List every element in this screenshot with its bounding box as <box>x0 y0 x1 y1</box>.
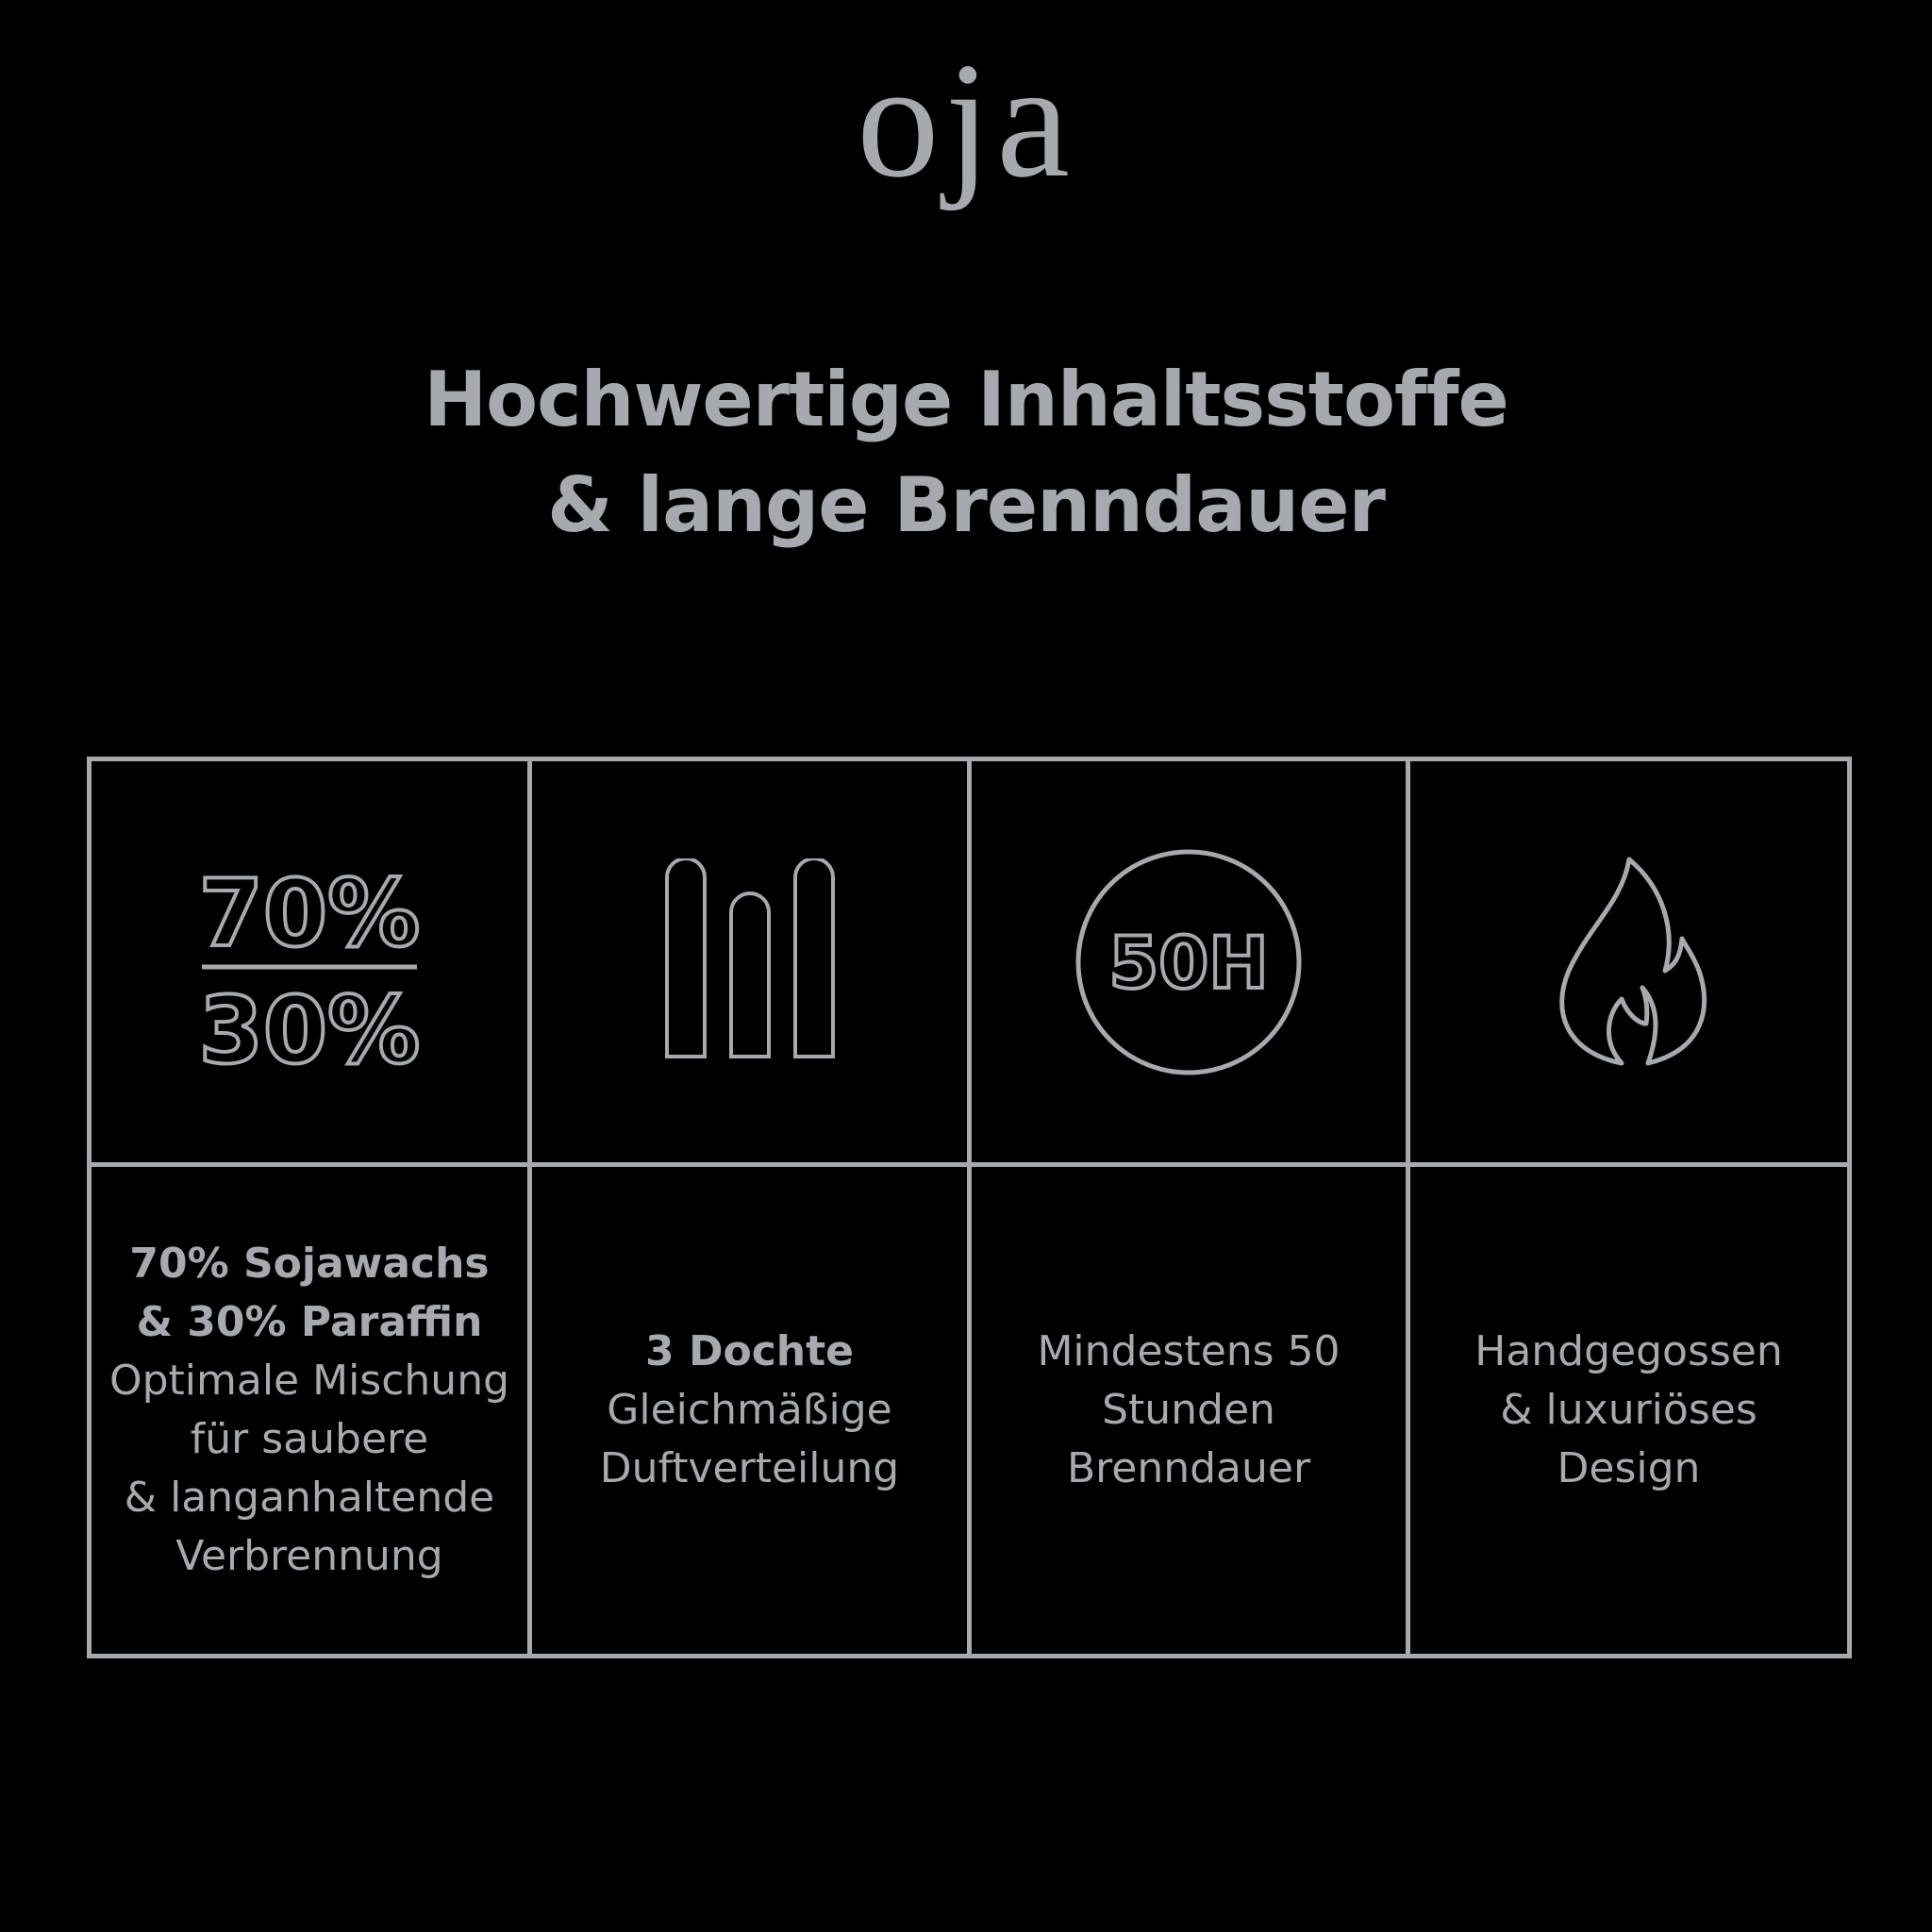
feature-description-line: Stunden <box>1102 1386 1275 1434</box>
feature-description-line: Optimale Mischung <box>108 1357 510 1405</box>
headline-line-1: Hochwertige Inhaltsstoffe <box>424 356 1508 443</box>
ratio-top-text: 70% <box>198 859 421 968</box>
feature-description-line: für saubere <box>190 1415 429 1463</box>
wick-right <box>795 858 833 1057</box>
flame-outline <box>1561 859 1704 1063</box>
feature-description-line: Duftverteilung <box>599 1444 900 1492</box>
headline-line-2: & lange Brenndauer <box>547 461 1385 549</box>
feature-title-line: 70% Sojawachs <box>129 1240 490 1288</box>
feature-description-line: Gleichmäßige <box>607 1386 892 1434</box>
feature-title-line: & 30% Paraffin <box>136 1298 483 1346</box>
ratio-bottom-text: 30% <box>198 976 421 1075</box>
feature-description-line: & langanhaltende <box>124 1474 495 1522</box>
feature-description-line: Design <box>1557 1444 1701 1492</box>
feature-description-line: Handgegossen <box>1474 1327 1783 1375</box>
brand-logo: oja <box>857 28 1075 211</box>
feature-icon-cell-wax <box>92 761 527 1162</box>
feature-icon-cell-wicks <box>532 761 967 1162</box>
feature-text-cell-design <box>1410 1167 1847 1654</box>
feature-description-line: & luxuriöses <box>1500 1386 1757 1434</box>
feature-text-cell-wicks <box>532 1167 967 1654</box>
flame-icon <box>1544 854 1714 1071</box>
wick-left <box>667 858 705 1057</box>
feature-icon-cell-flame <box>1410 761 1847 1162</box>
feature-description-line: Verbrennung <box>175 1532 443 1580</box>
page-title <box>0 347 1932 558</box>
wax-ratio-icon <box>187 849 432 1075</box>
feature-text-cell-wax <box>92 1167 527 1654</box>
three-wicks-icon <box>651 858 849 1066</box>
fifty-hours-icon <box>1071 844 1307 1080</box>
feature-icon-cell-duration <box>972 761 1406 1162</box>
feature-text-cell-duration <box>972 1167 1406 1654</box>
duration-text: 50H <box>1108 920 1269 1005</box>
feature-description-line: Brenndauer <box>1066 1444 1311 1492</box>
feature-description-line: Mindestens 50 <box>1037 1327 1341 1375</box>
feature-title-line: 3 Dochte <box>645 1327 854 1375</box>
wick-middle <box>731 893 769 1057</box>
features-table <box>87 757 1852 1658</box>
